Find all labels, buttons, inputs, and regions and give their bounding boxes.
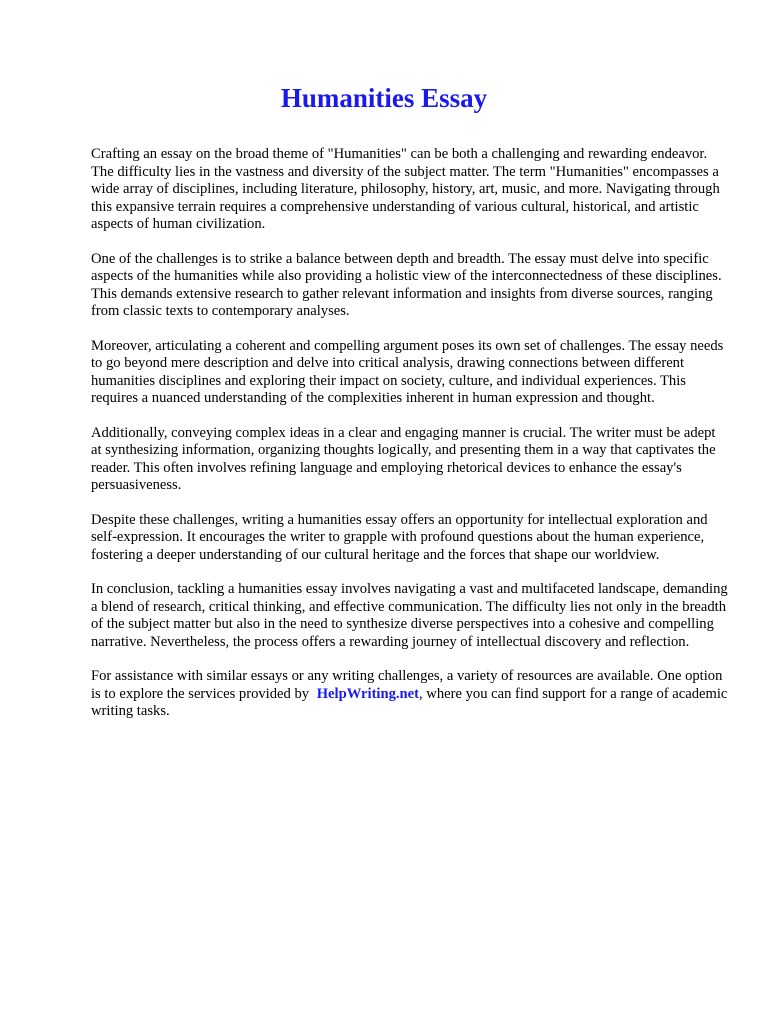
paragraph-7 (91, 668, 729, 721)
paragraph-7-text-after-link: , where you can find support for a range of academic writing tasks. (91, 685, 728, 719)
document-body (91, 146, 729, 738)
paragraph-2: One of the challenges is to strike a balance between depth and breadth. The essay must delve into specific aspects of the humanities while also providing a holistic view of the interconnectedness of these disciplines. This demands extensive research to gather relevant information and insights from diverse sources, ranging from classic texts to contemporary analyses. (91, 250, 722, 319)
paragraph-4: Additionally, conveying complex ideas in a clear and engaging manner is crucial. The writer must be adept at synthesizing information, organizing thoughts logically, and presenting them in a way that captivates the reader. This often involves refining language and employing rhetorical devices to enhance the essay's persuasiveness. (91, 424, 716, 493)
paragraph-7-text-before-link: For assistance with similar essays or any writing challenges, a variety of resources are available. One option is to explore the services provided by (91, 668, 723, 702)
helpwriting-link[interactable]: HelpWriting.net (316, 685, 419, 702)
paragraph-3: Moreover, articulating a coherent and compelling argument poses its own set of challenges. The essay needs to go beyond mere description and delve into critical analysis, drawing connections between different humanities disciplines and exploring their impact on society, culture, and individual experiences. This requires a nuanced understanding of the complexities inherent in human expression and thought. (91, 337, 724, 406)
paragraph-5: Despite these challenges, writing a humanities essay offers an opportunity for intellectual exploration and self-expression. It encourages the writer to grapple with profound questions about the human experience, fostering a deeper understanding of our cultural heritage and the forces that shape our worldview. (91, 511, 708, 563)
paragraph-1: Crafting an essay on the broad theme of "Humanities" can be both a challenging and rewarding endeavor. The difficulty lies in the vastness and diversity of the subject matter. The term "Humanities" encompasses a wide array of disciplines, including literature, philosophy, history, art, music, and more. Navigating through this expansive terrain requires a comprehensive understanding of various cultural, historical, and artistic aspects of human civilization. (91, 146, 720, 232)
paragraph-6: In conclusion, tackling a humanities essay involves navigating a vast and multifaceted landscape, demanding a blend of research, critical thinking, and effective communication. The difficulty lies not only in the breadth of the subject matter but also in the need to synthesize diverse perspectives into a cohesive and compelling narrative. Nevertheless, the process offers a rewarding journey of intellectual discovery and reflection. (91, 581, 728, 650)
document-title: Humanities Essay (280, 83, 488, 113)
